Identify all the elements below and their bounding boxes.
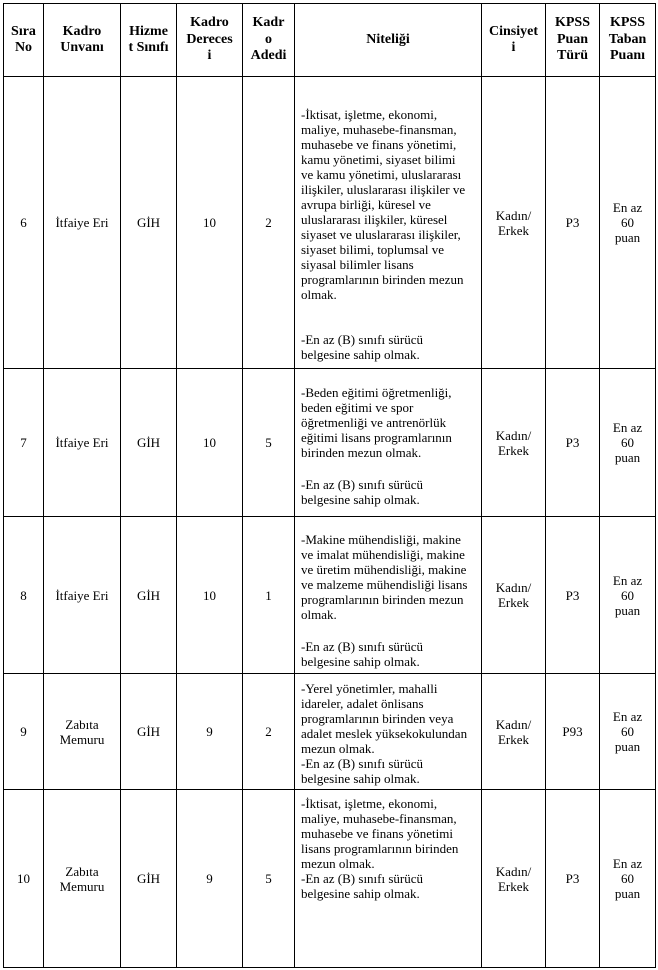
cell-puan-turu: P3	[546, 790, 600, 968]
cell-derece: 10	[177, 77, 243, 369]
nitelik-gap	[301, 302, 479, 332]
header-kadro-unvani: Kadro Unvanı	[44, 4, 121, 77]
nitelik-license: -En az (B) sınıfı sürücü belgesine sahip olmak.	[301, 871, 424, 901]
cell-adet: 2	[243, 77, 295, 369]
table-row	[4, 674, 656, 790]
nitelik-gap	[301, 460, 479, 477]
cell-sira: 10	[4, 790, 44, 968]
cell-unvan: Zabıta Memuru	[44, 790, 121, 968]
cell-unvan: İtfaiye Eri	[44, 369, 121, 517]
header-cinsiyeti: Cinsiyet i	[482, 4, 546, 77]
header-kpss-puan-turu: KPSS Puan Türü	[546, 4, 600, 77]
cell-sinif: GİH	[121, 369, 177, 517]
cell-sinif: GİH	[121, 517, 177, 674]
header-kpss-taban-puani: KPSS Taban Puanı	[600, 4, 656, 77]
cell-taban-puan: En az 60 puan	[600, 369, 656, 517]
cell-puan-turu: P3	[546, 369, 600, 517]
header-hizmet-sinifi: Hizme t Sınıfı	[121, 4, 177, 77]
cell-sinif: GİH	[121, 77, 177, 369]
cell-unvan: İtfaiye Eri	[44, 517, 121, 674]
cell-sira: 7	[4, 369, 44, 517]
nitelik-education: -İktisat, işletme, ekonomi, maliye, muhasebe-finansman, muhasebe ve finans yönetimi, kamu yönetimi, siyaset bilimi ve kamu yönetimi, uluslararası ilişkiler, uluslararası ilişkiler ve avrupa birliği, küresel ve uluslararası ilişkiler, küresel siyaset ve uluslararası ilişkiler, siyaset bilimi, toplumsal ve siyasal bilimler lisans programlarının birinden mezun olmak.	[301, 107, 466, 302]
cell-cinsiyet: Kadın/ Erkek	[482, 369, 546, 517]
header-kadro-derecesi: Kadro Dereces i	[177, 4, 243, 77]
cell-adet: 5	[243, 790, 295, 968]
cell-nitelik	[295, 369, 482, 517]
table-row	[4, 77, 656, 369]
cell-nitelik	[295, 674, 482, 790]
kadro-table	[3, 3, 656, 968]
nitelik-gap	[301, 622, 479, 639]
cell-taban-puan: En az 60 puan	[600, 790, 656, 968]
cell-nitelik	[295, 77, 482, 369]
header-sira-no: Sıra No	[4, 4, 44, 77]
cell-unvan: İtfaiye Eri	[44, 77, 121, 369]
cell-puan-turu: P93	[546, 674, 600, 790]
cell-taban-puan: En az 60 puan	[600, 517, 656, 674]
cell-cinsiyet: Kadın/ Erkek	[482, 517, 546, 674]
cell-taban-puan: En az 60 puan	[600, 674, 656, 790]
cell-adet: 2	[243, 674, 295, 790]
cell-nitelik	[295, 790, 482, 968]
nitelik-education: -Yerel yönetimler, mahalli idareler, adalet önlisans programlarının birinden veya adalet meslek yüksekokulundan mezun olmak.	[301, 681, 468, 756]
nitelik-education: -Makine mühendisliği, makine ve imalat mühendisliği, makine ve üretim mühendisliği, makine ve malzeme mühendisliği lisans programlarının birinden mezun olmak.	[301, 532, 468, 622]
cell-sira: 8	[4, 517, 44, 674]
header-kadro-adedi: Kadr o Adedi	[243, 4, 295, 77]
cell-derece: 10	[177, 517, 243, 674]
table-row	[4, 517, 656, 674]
cell-puan-turu: P3	[546, 77, 600, 369]
nitelik-education: -İktisat, işletme, ekonomi, maliye, muhasebe-finansman, muhasebe ve finans yönetimi lisans programlarının birinden mezun olmak.	[301, 796, 459, 871]
header-row	[4, 4, 656, 77]
cell-taban-puan: En az 60 puan	[600, 77, 656, 369]
cell-cinsiyet: Kadın/ Erkek	[482, 77, 546, 369]
cell-sira: 6	[4, 77, 44, 369]
cell-derece: 10	[177, 369, 243, 517]
nitelik-license: -En az (B) sınıfı sürücü belgesine sahip olmak.	[301, 639, 424, 669]
cell-cinsiyet: Kadın/ Erkek	[482, 790, 546, 968]
cell-unvan: Zabıta Memuru	[44, 674, 121, 790]
cell-cinsiyet: Kadın/ Erkek	[482, 674, 546, 790]
cell-nitelik	[295, 517, 482, 674]
cell-sinif: GİH	[121, 790, 177, 968]
cell-derece: 9	[177, 790, 243, 968]
table-row	[4, 790, 656, 968]
cell-sira: 9	[4, 674, 44, 790]
cell-derece: 9	[177, 674, 243, 790]
nitelik-license: -En az (B) sınıfı sürücü belgesine sahip olmak.	[301, 477, 424, 507]
nitelik-license: -En az (B) sınıfı sürücü belgesine sahip olmak.	[301, 332, 424, 362]
cell-puan-turu: P3	[546, 517, 600, 674]
cell-adet: 1	[243, 517, 295, 674]
header-niteligi: Niteliği	[295, 4, 482, 77]
cell-sinif: GİH	[121, 674, 177, 790]
nitelik-education: -Beden eğitimi öğretmenliği, beden eğitimi ve spor öğretmenliği ve antrenörlük eğitimi lisans programlarının birinden mezun olmak.	[301, 385, 452, 460]
cell-adet: 5	[243, 369, 295, 517]
table-row	[4, 369, 656, 517]
nitelik-license: -En az (B) sınıfı sürücü belgesine sahip olmak.	[301, 756, 424, 786]
